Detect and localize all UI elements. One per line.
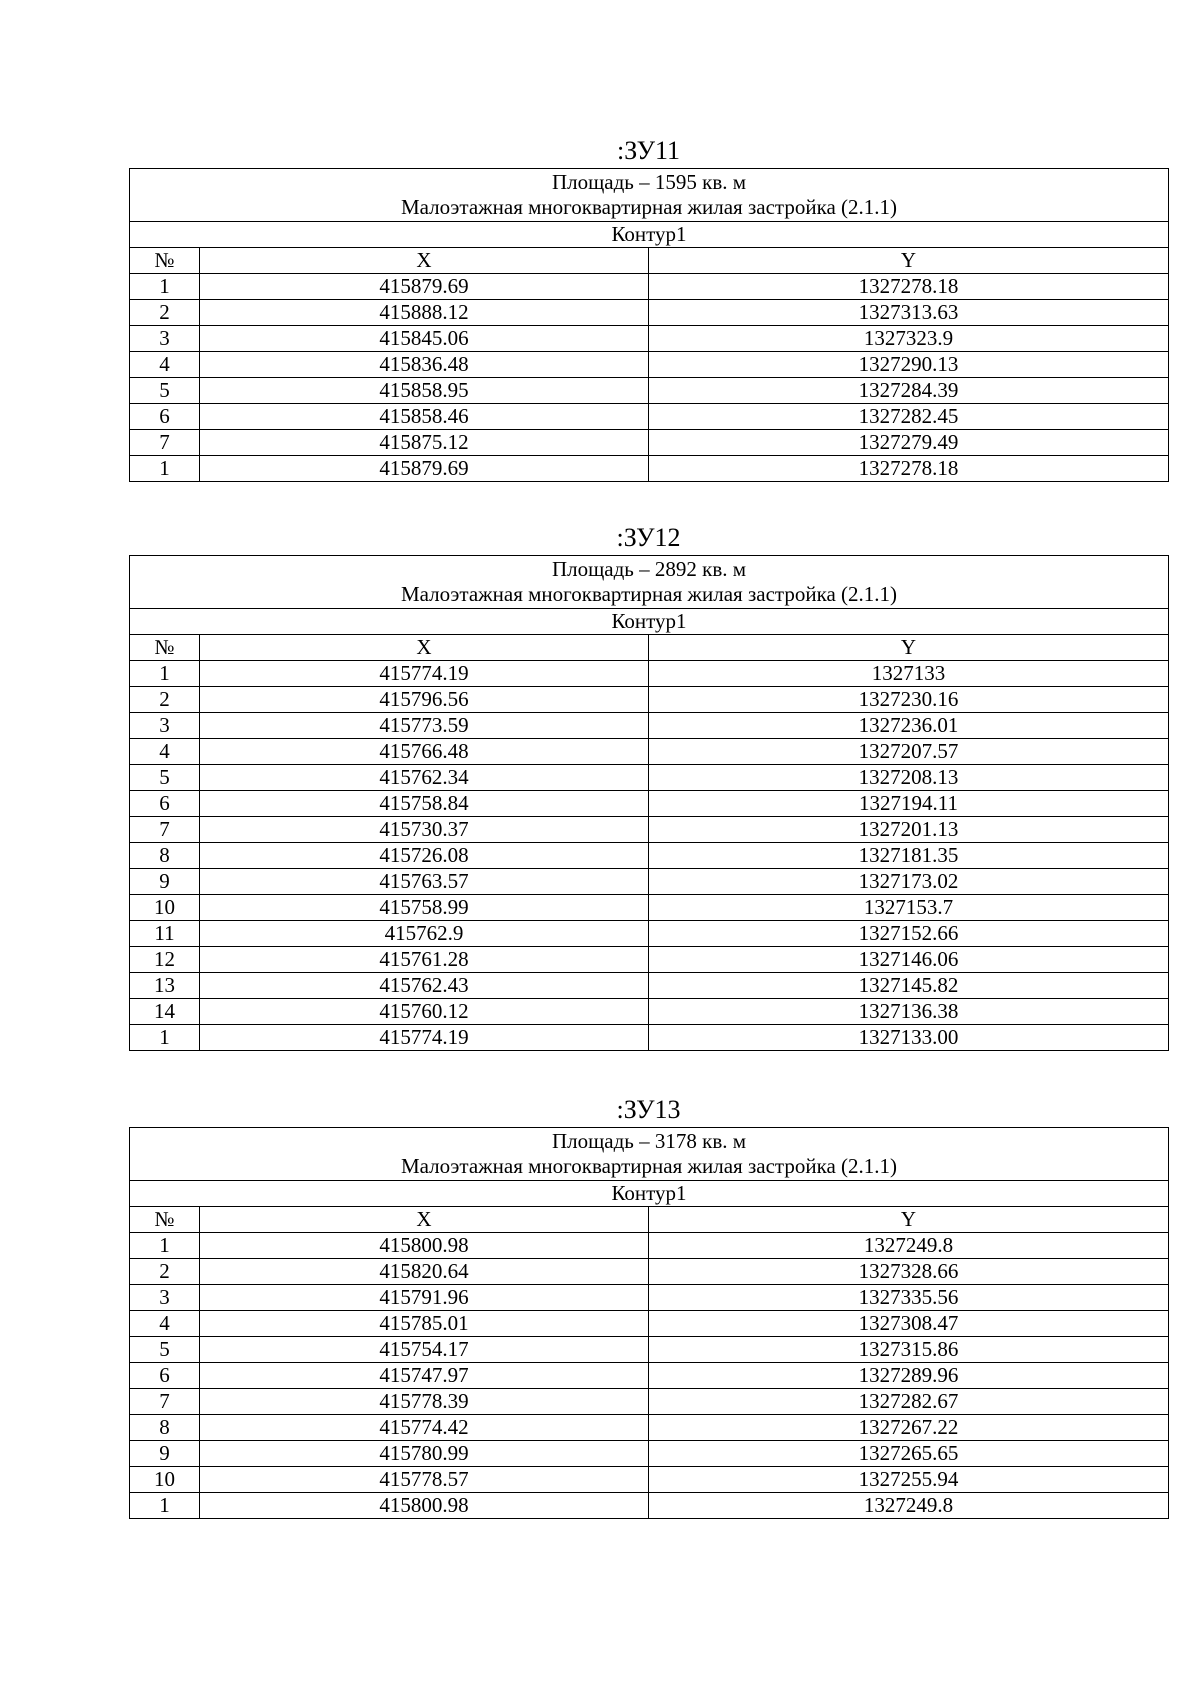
area-text: Площадь – 2892 кв. м: [551, 557, 747, 581]
point-number-cell: 7: [130, 430, 200, 456]
y-coordinate-cell: 1327249.8: [649, 1233, 1169, 1259]
point-number-cell: 11: [130, 921, 200, 947]
land-use-text: Малоэтажная многоквартирная жилая застройка (2.1.1): [400, 195, 898, 219]
parcel-info-cell: [130, 169, 1169, 222]
x-coordinate-cell: 415778.39: [200, 1389, 649, 1415]
x-coordinate-cell: 415785.01: [200, 1311, 649, 1337]
x-coordinate-cell: 415888.12: [200, 300, 649, 326]
point-number-cell: 8: [130, 1415, 200, 1441]
table-row: [130, 1415, 1169, 1441]
point-number-cell: 6: [130, 404, 200, 430]
y-coordinate-cell: 1327249.8: [649, 1493, 1169, 1519]
y-coordinate-cell: 1327136.38: [649, 999, 1169, 1025]
point-number-cell: 4: [130, 739, 200, 765]
table-row: [130, 1259, 1169, 1285]
table-row: [130, 687, 1169, 713]
y-coordinate-cell: 1327173.02: [649, 869, 1169, 895]
x-coordinate-cell: 415858.95: [200, 378, 649, 404]
table-row: [130, 973, 1169, 999]
contour-row: [130, 222, 1169, 248]
y-coordinate-cell: 1327282.67: [649, 1389, 1169, 1415]
y-coordinate-cell: 1327284.39: [649, 378, 1169, 404]
header-row: [130, 248, 1169, 274]
x-coordinate-cell: 415791.96: [200, 1285, 649, 1311]
x-coordinate-cell: 415774.19: [200, 661, 649, 687]
point-number-cell: 7: [130, 817, 200, 843]
point-number-cell: 2: [130, 1259, 200, 1285]
table-row: [130, 765, 1169, 791]
table-row: [130, 817, 1169, 843]
y-coordinate-cell: 1327152.66: [649, 921, 1169, 947]
x-coordinate-cell: 415774.19: [200, 1025, 649, 1051]
table-row: [130, 843, 1169, 869]
header-y: Y: [649, 1207, 1169, 1233]
y-coordinate-cell: 1327255.94: [649, 1467, 1169, 1493]
table-row: [130, 1025, 1169, 1051]
point-number-cell: 12: [130, 947, 200, 973]
header-num: №: [130, 248, 200, 274]
point-number-cell: 8: [130, 843, 200, 869]
area-text: Площадь – 3178 кв. м: [551, 1129, 747, 1153]
point-number-cell: 3: [130, 713, 200, 739]
table-row: [130, 326, 1169, 352]
table-row: [130, 1493, 1169, 1519]
parcel-section: [129, 523, 1168, 1051]
point-number-cell: 1: [130, 1493, 200, 1519]
y-coordinate-cell: 1327335.56: [649, 1285, 1169, 1311]
contour-row: [130, 609, 1169, 635]
contour-row: [130, 1181, 1169, 1207]
x-coordinate-cell: 415762.43: [200, 973, 649, 999]
point-number-cell: 9: [130, 869, 200, 895]
y-coordinate-cell: 1327133: [649, 661, 1169, 687]
contour-label: Контур1: [130, 609, 1169, 635]
point-number-cell: 4: [130, 1311, 200, 1337]
point-number-cell: 1: [130, 1025, 200, 1051]
x-coordinate-cell: 415761.28: [200, 947, 649, 973]
table-row: [130, 1363, 1169, 1389]
table-row: [130, 456, 1169, 482]
y-coordinate-cell: 1327133.00: [649, 1025, 1169, 1051]
y-coordinate-cell: 1327308.47: [649, 1311, 1169, 1337]
x-coordinate-cell: 415796.56: [200, 687, 649, 713]
parcel-section: [129, 136, 1168, 482]
x-coordinate-cell: 415774.42: [200, 1415, 649, 1441]
point-number-cell: 5: [130, 378, 200, 404]
y-coordinate-cell: 1327289.96: [649, 1363, 1169, 1389]
x-coordinate-cell: 415747.97: [200, 1363, 649, 1389]
table-row: [130, 1467, 1169, 1493]
table-row: [130, 791, 1169, 817]
x-coordinate-cell: 415858.46: [200, 404, 649, 430]
coordinates-table: [129, 168, 1169, 482]
y-coordinate-cell: 1327201.13: [649, 817, 1169, 843]
point-number-cell: 6: [130, 791, 200, 817]
table-row: [130, 352, 1169, 378]
table-row: [130, 1337, 1169, 1363]
x-coordinate-cell: 415773.59: [200, 713, 649, 739]
table-row: [130, 999, 1169, 1025]
point-number-cell: 10: [130, 895, 200, 921]
parcel-info-cell: [130, 556, 1169, 609]
land-use-text: Малоэтажная многоквартирная жилая застройка (2.1.1): [400, 1154, 898, 1178]
y-coordinate-cell: 1327328.66: [649, 1259, 1169, 1285]
table-row: [130, 739, 1169, 765]
table-row: [130, 661, 1169, 687]
table-row: [130, 430, 1169, 456]
point-number-cell: 2: [130, 687, 200, 713]
y-coordinate-cell: 1327290.13: [649, 352, 1169, 378]
header-row: [130, 635, 1169, 661]
parcel-title: :ЗУ11: [616, 136, 681, 165]
parcel-section: [129, 1095, 1168, 1519]
y-coordinate-cell: 1327265.65: [649, 1441, 1169, 1467]
info-row: [130, 1128, 1169, 1181]
x-coordinate-cell: 415760.12: [200, 999, 649, 1025]
table-row: [130, 274, 1169, 300]
point-number-cell: 10: [130, 1467, 200, 1493]
table-row: [130, 869, 1169, 895]
x-coordinate-cell: 415754.17: [200, 1337, 649, 1363]
y-coordinate-cell: 1327236.01: [649, 713, 1169, 739]
y-coordinate-cell: 1327282.45: [649, 404, 1169, 430]
x-coordinate-cell: 415758.84: [200, 791, 649, 817]
contour-label: Контур1: [130, 222, 1169, 248]
x-coordinate-cell: 415879.69: [200, 456, 649, 482]
x-coordinate-cell: 415730.37: [200, 817, 649, 843]
parcel-info-cell: [130, 1128, 1169, 1181]
header-num: №: [130, 635, 200, 661]
contour-label: Контур1: [130, 1181, 1169, 1207]
point-number-cell: 1: [130, 661, 200, 687]
y-coordinate-cell: 1327315.86: [649, 1337, 1169, 1363]
table-row: [130, 1285, 1169, 1311]
x-coordinate-cell: 415758.99: [200, 895, 649, 921]
y-coordinate-cell: 1327278.18: [649, 274, 1169, 300]
point-number-cell: 2: [130, 300, 200, 326]
x-coordinate-cell: 415875.12: [200, 430, 649, 456]
table-row: [130, 300, 1169, 326]
header-y: Y: [649, 635, 1169, 661]
y-coordinate-cell: 1327181.35: [649, 843, 1169, 869]
point-number-cell: 1: [130, 1233, 200, 1259]
point-number-cell: 5: [130, 765, 200, 791]
table-row: [130, 378, 1169, 404]
x-coordinate-cell: 415845.06: [200, 326, 649, 352]
y-coordinate-cell: 1327279.49: [649, 430, 1169, 456]
y-coordinate-cell: 1327267.22: [649, 1415, 1169, 1441]
point-number-cell: 9: [130, 1441, 200, 1467]
point-number-cell: 3: [130, 1285, 200, 1311]
x-coordinate-cell: 415879.69: [200, 274, 649, 300]
point-number-cell: 1: [130, 456, 200, 482]
table-row: [130, 1389, 1169, 1415]
point-number-cell: 6: [130, 1363, 200, 1389]
x-coordinate-cell: 415836.48: [200, 352, 649, 378]
table-body: [130, 169, 1169, 482]
y-coordinate-cell: 1327207.57: [649, 739, 1169, 765]
y-coordinate-cell: 1327323.9: [649, 326, 1169, 352]
x-coordinate-cell: 415778.57: [200, 1467, 649, 1493]
info-row: [130, 169, 1169, 222]
table-row: [130, 713, 1169, 739]
x-coordinate-cell: 415762.34: [200, 765, 649, 791]
point-number-cell: 4: [130, 352, 200, 378]
header-x: X: [200, 635, 649, 661]
coordinates-table: [129, 555, 1169, 1051]
coordinates-table: [129, 1127, 1169, 1519]
x-coordinate-cell: 415766.48: [200, 739, 649, 765]
parcel-title: :ЗУ13: [616, 1095, 681, 1124]
x-coordinate-cell: 415762.9: [200, 921, 649, 947]
table-body: [130, 1128, 1169, 1519]
info-row: [130, 556, 1169, 609]
x-coordinate-cell: 415780.99: [200, 1441, 649, 1467]
header-y: Y: [649, 248, 1169, 274]
parcel-title: :ЗУ12: [616, 523, 681, 552]
y-coordinate-cell: 1327313.63: [649, 300, 1169, 326]
table-body: [130, 556, 1169, 1051]
table-row: [130, 404, 1169, 430]
land-use-text: Малоэтажная многоквартирная жилая застройка (2.1.1): [400, 582, 898, 606]
table-row: [130, 1233, 1169, 1259]
point-number-cell: 1: [130, 274, 200, 300]
table-row: [130, 947, 1169, 973]
y-coordinate-cell: 1327153.7: [649, 895, 1169, 921]
y-coordinate-cell: 1327230.16: [649, 687, 1169, 713]
table-row: [130, 895, 1169, 921]
x-coordinate-cell: 415820.64: [200, 1259, 649, 1285]
y-coordinate-cell: 1327278.18: [649, 456, 1169, 482]
point-number-cell: 13: [130, 973, 200, 999]
x-coordinate-cell: 415800.98: [200, 1233, 649, 1259]
point-number-cell: 7: [130, 1389, 200, 1415]
x-coordinate-cell: 415800.98: [200, 1493, 649, 1519]
header-row: [130, 1207, 1169, 1233]
header-x: X: [200, 248, 649, 274]
y-coordinate-cell: 1327194.11: [649, 791, 1169, 817]
table-row: [130, 1311, 1169, 1337]
point-number-cell: 3: [130, 326, 200, 352]
area-text: Площадь – 1595 кв. м: [551, 170, 747, 194]
point-number-cell: 5: [130, 1337, 200, 1363]
x-coordinate-cell: 415763.57: [200, 869, 649, 895]
y-coordinate-cell: 1327145.82: [649, 973, 1169, 999]
header-x: X: [200, 1207, 649, 1233]
y-coordinate-cell: 1327146.06: [649, 947, 1169, 973]
x-coordinate-cell: 415726.08: [200, 843, 649, 869]
point-number-cell: 14: [130, 999, 200, 1025]
table-row: [130, 1441, 1169, 1467]
table-row: [130, 921, 1169, 947]
header-num: №: [130, 1207, 200, 1233]
y-coordinate-cell: 1327208.13: [649, 765, 1169, 791]
